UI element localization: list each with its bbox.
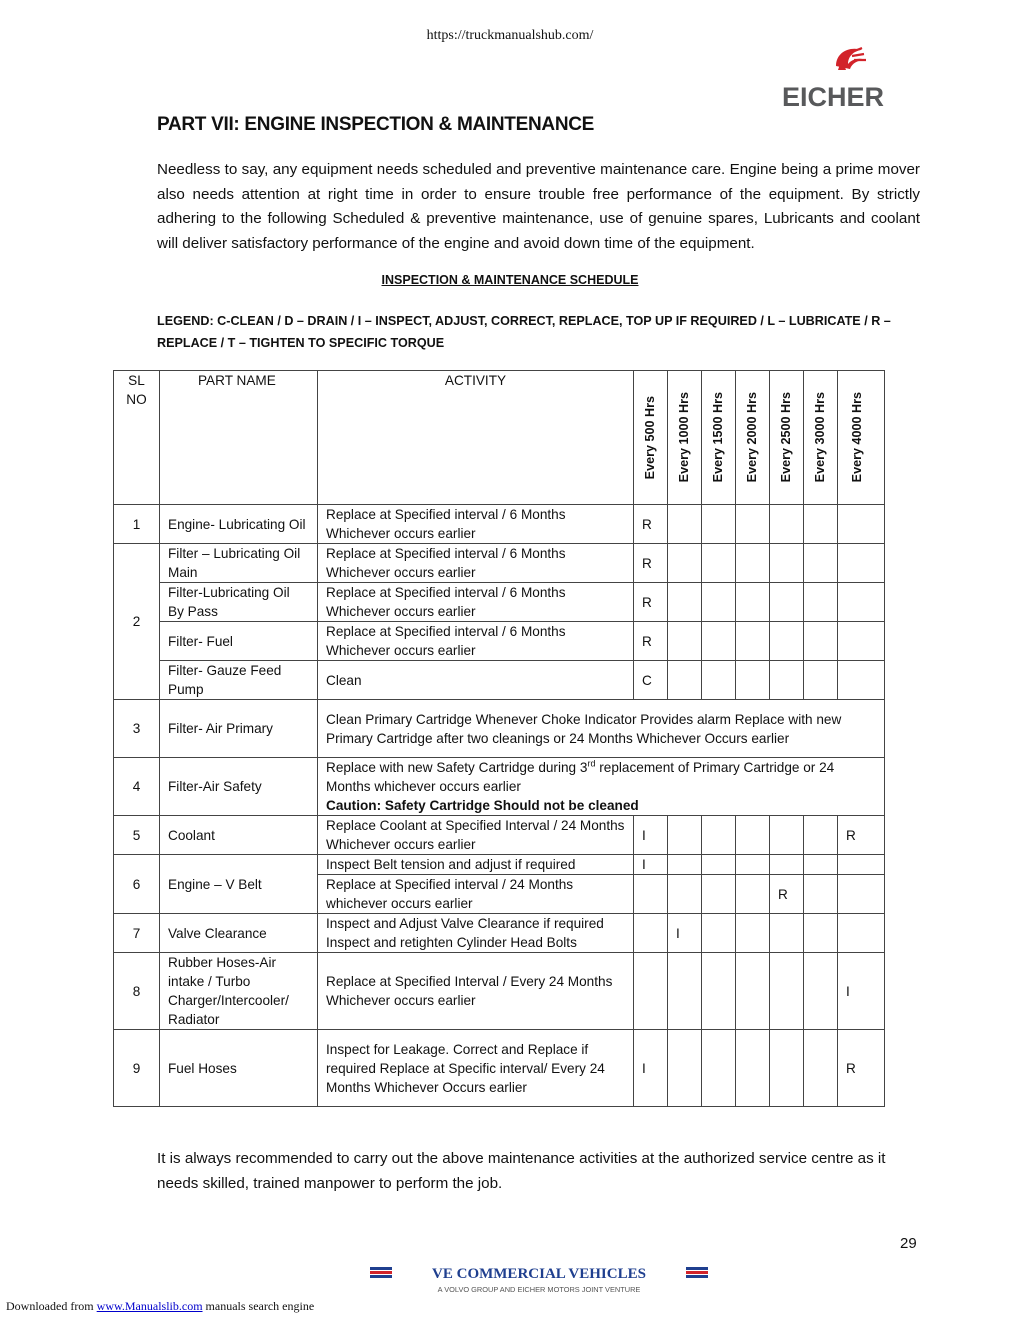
row-part: Filter- Fuel: [160, 622, 318, 661]
header-activity: ACTIVITY: [318, 371, 634, 505]
mark-1000: I: [668, 914, 702, 953]
row-activity: [318, 758, 885, 816]
mark-2000: [736, 816, 770, 855]
table-row: [114, 816, 885, 855]
row-sl: 1: [114, 505, 160, 544]
mark-2000: [736, 505, 770, 544]
mark-1500: [702, 855, 736, 875]
mark-1500: [702, 661, 736, 700]
row-activity: Replace at Specified interval / 24 Months whichever occurs earlier: [318, 875, 634, 914]
row-activity: Clean: [318, 661, 634, 700]
row-part: Filter- Air Primary: [160, 700, 318, 758]
header-label: Every 1500 Hrs: [711, 392, 725, 483]
header-every-2500-hrs: [770, 371, 804, 505]
mark-3000: [804, 816, 838, 855]
download-note: [6, 1299, 314, 1314]
mark-2000: [736, 914, 770, 953]
header-every-2000-hrs: [736, 371, 770, 505]
mark-500: R: [634, 544, 668, 583]
row-part: Filter- Gauze Feed Pump: [160, 661, 318, 700]
mark-4000: [838, 583, 885, 622]
mark-2500: [770, 1030, 804, 1107]
mark-500: I: [634, 1030, 668, 1107]
row-activity: Replace at Specified Interval / Every 24 Months Whichever occurs earlier: [318, 953, 634, 1030]
mark-1500: [702, 875, 736, 914]
row-part: Engine – V Belt: [160, 855, 318, 914]
mark-1000: [668, 505, 702, 544]
schedule-title: INSPECTION & MAINTENANCE SCHEDULE: [381, 273, 639, 287]
mark-3000: [804, 914, 838, 953]
mark-4000: [838, 661, 885, 700]
mark-2500: [770, 622, 804, 661]
mark-500: [634, 875, 668, 914]
mark-4000: [838, 875, 885, 914]
row-activity: Replace Coolant at Specified Interval / 24 Months Whichever occurs earlier: [318, 816, 634, 855]
row-sl: 9: [114, 1030, 160, 1107]
table-row: [114, 953, 885, 1030]
header-label: Every 1000 Hrs: [677, 392, 691, 483]
mark-3000: [804, 622, 838, 661]
header-part-name: PART NAME: [160, 371, 318, 505]
mark-3000: [804, 583, 838, 622]
table-row: [114, 505, 885, 544]
header-every-500-hrs: [634, 371, 668, 505]
mark-1500: [702, 544, 736, 583]
table-row: [114, 758, 885, 816]
mark-2000: [736, 1030, 770, 1107]
maintenance-schedule-table: [113, 370, 885, 1107]
table-row: [114, 622, 885, 661]
header-every-4000-hrs: [838, 371, 885, 505]
table-row: [114, 914, 885, 953]
mark-2000: [736, 622, 770, 661]
download-prefix: Downloaded from: [6, 1299, 97, 1313]
mark-1000: [668, 544, 702, 583]
row-part: Filter-Lubricating Oil By Pass: [160, 583, 318, 622]
mark-1000: [668, 1030, 702, 1107]
row-sl: 3: [114, 700, 160, 758]
manualslib-link[interactable]: www.Manualslib.com: [96, 1299, 203, 1313]
row-part: Fuel Hoses: [160, 1030, 318, 1107]
caution-note: Caution: Safety Cartridge Should not be cleaned: [326, 798, 639, 813]
mark-2500: [770, 855, 804, 875]
row-part: Filter – Lubricating Oil Main: [160, 544, 318, 583]
row-activity: Inspect and Adjust Valve Clearance if required Inspect and retighten Cylinder Head Bolts: [318, 914, 634, 953]
row-sl: 8: [114, 953, 160, 1030]
mark-2000: [736, 544, 770, 583]
closing-paragraph: It is always recommended to carry out the above maintenance activities at the authorized service centre as it needs skilled, trained manpower to perform the job.: [157, 1150, 886, 1192]
header-every-1500-hrs: [702, 371, 736, 505]
mark-2000: [736, 661, 770, 700]
table-row: [114, 544, 885, 583]
mark-1000: [668, 855, 702, 875]
row-part: Filter-Air Safety: [160, 758, 318, 816]
mark-2000: [736, 583, 770, 622]
mark-3000: [804, 875, 838, 914]
row-activity: Clean Primary Cartridge Whenever Choke Indicator Provides alarm Replace with new Primary Cartridge after two cleanings or 24 Months Whichever Occurs earlier: [318, 700, 885, 758]
header-sl-label: SL NO: [126, 373, 147, 407]
mark-3000: [804, 544, 838, 583]
mark-2500: [770, 816, 804, 855]
mark-4000: [838, 914, 885, 953]
eicher-logo: [778, 44, 900, 114]
mark-500: I: [634, 855, 668, 875]
table-row: [114, 583, 885, 622]
header-every-3000-hrs: [804, 371, 838, 505]
mark-1500: [702, 1030, 736, 1107]
mark-500: C: [634, 661, 668, 700]
row-activity: Replace at Specified interval / 6 Months Whichever occurs earlier: [318, 505, 634, 544]
mark-3000: [804, 855, 838, 875]
row-sl: 7: [114, 914, 160, 953]
header-every-1000-hrs: [668, 371, 702, 505]
page-number: 29: [900, 1235, 917, 1252]
ve-commercial-vehicles-logo: [360, 1261, 720, 1297]
row-sl: 5: [114, 816, 160, 855]
activity-text: replacement of Primary Cartridge or 24 Months whichever occurs earlier: [326, 760, 835, 794]
table-row: [114, 1030, 885, 1107]
mark-500: [634, 953, 668, 1030]
source-url: https://truckmanualshub.com/: [426, 28, 594, 43]
table-row: [114, 661, 885, 700]
row-part: Engine- Lubricating Oil: [160, 505, 318, 544]
legend: LEGEND: C-CLEAN / D – DRAIN / I – INSPECT, ADJUST, CORRECT, REPLACE, TOP UP IF REQUIRED / L – LUBRICATE / R – REPLACE / T – TIGHTEN TO SPECIFIC TORQUE: [157, 314, 891, 350]
table-header-row: [114, 371, 885, 505]
mark-4000: R: [838, 816, 885, 855]
row-activity: Replace at Specified interval / 6 Months Whichever occurs earlier: [318, 583, 634, 622]
row-part: Valve Clearance: [160, 914, 318, 953]
row-activity: Replace at Specified interval / 6 Months Whichever occurs earlier: [318, 544, 634, 583]
mark-3000: [804, 505, 838, 544]
row-part: Rubber Hoses-Air intake / Turbo Charger/Intercooler/ Radiator: [160, 953, 318, 1030]
mark-1500: [702, 505, 736, 544]
mark-4000: [838, 622, 885, 661]
activity-text: Replace with new Safety Cartridge during 3: [326, 760, 588, 775]
mark-3000: [804, 661, 838, 700]
brand-tagline: A VOLVO GROUP AND EICHER MOTORS JOINT VENTURE: [437, 1285, 641, 1294]
mark-2500: [770, 544, 804, 583]
mark-2000: [736, 855, 770, 875]
mark-1000: [668, 875, 702, 914]
mark-2500: R: [770, 875, 804, 914]
row-activity: Inspect Belt tension and adjust if required: [318, 855, 634, 875]
row-activity: Replace at Specified interval / 6 Months Whichever occurs earlier: [318, 622, 634, 661]
mark-1000: [668, 816, 702, 855]
mark-4000: I: [838, 953, 885, 1030]
mark-500: [634, 914, 668, 953]
mark-2500: [770, 914, 804, 953]
mark-4000: [838, 544, 885, 583]
row-sl: 2: [114, 544, 160, 700]
mark-3000: [804, 1030, 838, 1107]
header-sl-no: [114, 371, 160, 505]
header-label: Every 2000 Hrs: [745, 392, 759, 483]
mark-1500: [702, 583, 736, 622]
mark-1500: [702, 953, 736, 1030]
header-label: Every 2500 Hrs: [779, 392, 793, 483]
mark-2500: [770, 661, 804, 700]
row-part: Coolant: [160, 816, 318, 855]
svg-text:EICHER: EICHER: [782, 82, 885, 112]
intro-paragraph: Needless to say, any equipment needs scheduled and preventive maintenance care. Engine being a prime mover also needs attention at right time in order to ensure trouble free performance of the equipment. By strictly adhering to the following Scheduled & preventive maintenance, use of genuine spares, Lubricants and coolant will deliver satisfactory performance of the engine and avoid down time of the equipment.: [157, 161, 920, 252]
mark-1000: [668, 953, 702, 1030]
mark-3000: [804, 953, 838, 1030]
table-row: [114, 855, 885, 875]
mark-2000: [736, 875, 770, 914]
header-label: Every 3000 Hrs: [813, 392, 827, 483]
mark-500: I: [634, 816, 668, 855]
mark-2500: [770, 953, 804, 1030]
ordinal-suffix: rd: [587, 758, 596, 769]
mark-500: R: [634, 583, 668, 622]
download-suffix: manuals search engine: [202, 1299, 315, 1313]
row-sl: 6: [114, 855, 160, 914]
mark-4000: [838, 505, 885, 544]
row-sl: 4: [114, 758, 160, 816]
header-label: Every 4000 Hrs: [850, 392, 864, 483]
brand-name: VE COMMERCIAL VEHICLES: [432, 1266, 646, 1282]
table-row: [114, 700, 885, 758]
page-title: PART VII: ENGINE INSPECTION & MAINTENANCE: [157, 114, 595, 135]
mark-500: R: [634, 505, 668, 544]
mark-2500: [770, 505, 804, 544]
mark-1000: [668, 661, 702, 700]
mark-4000: R: [838, 1030, 885, 1107]
row-activity: Inspect for Leakage. Correct and Replace if required Replace at Specific interval/ Every 24 Months Whichever Occurs earlier: [318, 1030, 634, 1107]
mark-1500: [702, 816, 736, 855]
mark-1500: [702, 622, 736, 661]
mark-2000: [736, 953, 770, 1030]
mark-4000: [838, 855, 885, 875]
header-label: Every 500 Hrs: [643, 395, 657, 480]
mark-1000: [668, 583, 702, 622]
mark-1500: [702, 914, 736, 953]
mark-2500: [770, 583, 804, 622]
mark-500: R: [634, 622, 668, 661]
mark-1000: [668, 622, 702, 661]
